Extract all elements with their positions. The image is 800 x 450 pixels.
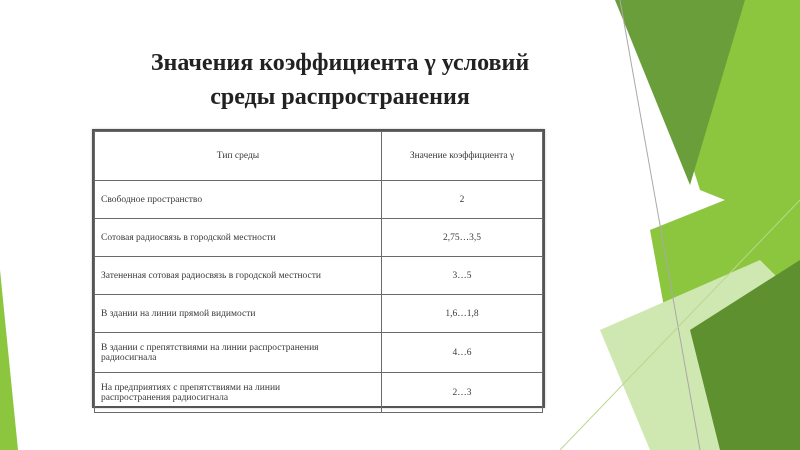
- env-cell: [95, 333, 382, 373]
- value-cell: 3…5: [382, 257, 543, 295]
- env-cell: [95, 373, 382, 413]
- table-row: [95, 181, 543, 219]
- env-cell: [95, 295, 382, 333]
- table-row: [95, 373, 543, 413]
- table-row: [95, 295, 543, 333]
- env-line: В здании с препятствиями на линии распространения: [101, 342, 319, 353]
- title-line-1: Значения коэффициента γ условий: [150, 50, 530, 76]
- table-row: [95, 333, 543, 373]
- env-line: распространения радиосигнала: [101, 392, 229, 403]
- env-cell: [95, 181, 382, 219]
- value-cell: 2: [382, 181, 543, 219]
- value-cell: 2…3: [382, 373, 543, 413]
- value-cell: 4…6: [382, 333, 543, 373]
- table-header-row: [95, 132, 543, 181]
- env-line: Сотовая радиосвязь в городской местности: [101, 232, 276, 243]
- table-row: [95, 257, 543, 295]
- env-line: радиосигнала: [101, 352, 157, 363]
- env-line: Свободное пространство: [101, 194, 203, 205]
- decor-shape-left: [0, 270, 18, 450]
- env-cell: [95, 219, 382, 257]
- coefficient-table: [92, 129, 545, 408]
- table-row: [95, 219, 543, 257]
- env-line: Затененная сотовая радиосвязь в городской местности: [101, 270, 321, 281]
- env-line: В здании на линии прямой видимости: [101, 308, 256, 319]
- slide-title: [60, 46, 620, 114]
- header-env-type: Тип среды: [95, 132, 382, 181]
- value-cell: 2,75…3,5: [382, 219, 543, 257]
- header-coefficient: Значение коэффициента γ: [382, 132, 543, 181]
- env-cell: [95, 257, 382, 295]
- value-cell: 1,6…1,8: [382, 295, 543, 333]
- env-line: На предприятиях с препятствиями на линии: [101, 382, 281, 393]
- title-line-2: среды распространения: [210, 84, 470, 110]
